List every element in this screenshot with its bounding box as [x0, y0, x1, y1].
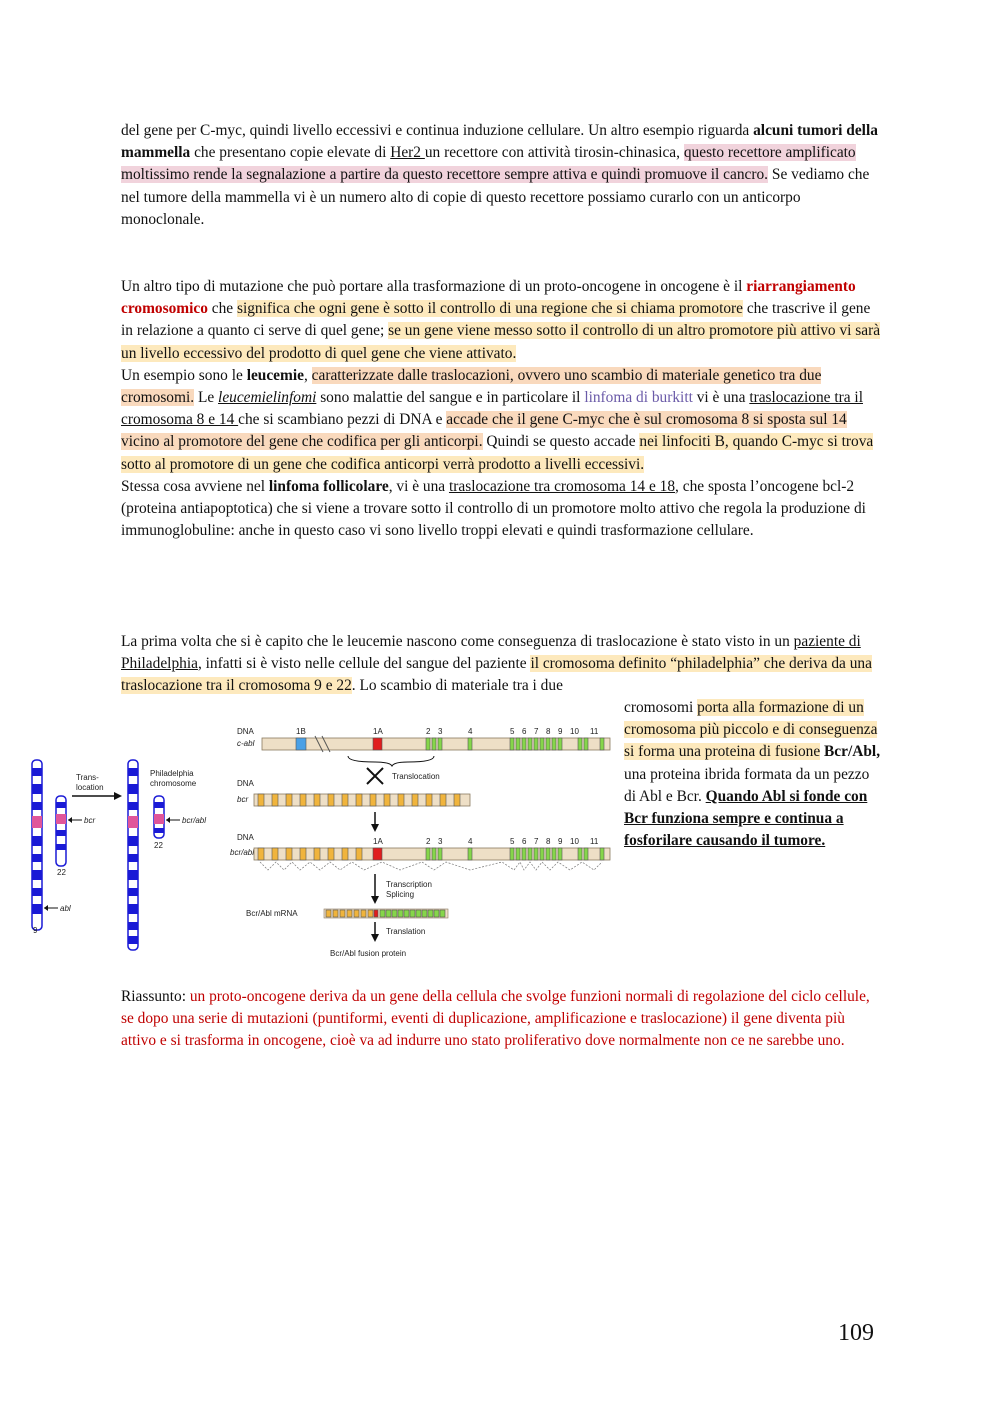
svg-text:1A: 1A: [373, 727, 383, 736]
mrna-segment: [347, 910, 352, 917]
svg-text:abl: abl: [60, 904, 71, 913]
mrna-segment: [386, 910, 391, 917]
exon-label: 5: [510, 837, 515, 846]
exon-segment: [370, 794, 376, 806]
exon-label: 3: [438, 837, 443, 846]
exon-segment: [314, 848, 320, 860]
exon-segment: [546, 848, 550, 860]
exon-segment: [534, 848, 538, 860]
mrna-segment: [361, 910, 366, 917]
exon-segment: [314, 794, 320, 806]
bcr-abl-mrna: [246, 909, 448, 918]
mrna-segment: [392, 910, 397, 917]
exon-segment: [600, 738, 604, 750]
svg-text:DNA: DNA: [237, 833, 254, 842]
svg-text:location: location: [76, 783, 104, 792]
mrna-segment: [422, 910, 427, 917]
summary-paragraph: Riassunto: un proto-oncogene deriva da un gene della cellula che svolge funzioni normali di regolazione del ciclo cellule, se dopo una serie di mutazioni (puntiformi, eventi di duplicazione, amplificazione e traslocazione) il gene diventa più attivo e si trasforma in oncogene, cioè va ad indurre uno stato proliferativo dove normalmente non ce ne sarebbe uno.: [121, 988, 870, 1050]
exon-segment: [510, 738, 514, 750]
svg-text:Transcription: Transcription: [386, 880, 432, 889]
exon-label: 6: [522, 837, 527, 846]
exon-label: 5: [510, 727, 515, 736]
svg-text:Bcr/Abl mRNA: Bcr/Abl mRNA: [246, 909, 298, 918]
svg-text:Trans-: Trans-: [76, 773, 99, 782]
paragraph-philadelphia: La prima volta che si è capito che le leucemie nascono come conseguenza di traslocazione è stato visto in un paziente di Philadelphia, infatti si è visto nelle cellule del sangue del paziente il cromosoma definito “philadelphia” che deriva da una traslocazione tra il cromosoma 9 e 22. Lo scambio di materiale tra i due: [121, 633, 872, 695]
exon-segment: [258, 794, 264, 806]
label-chromosome-22: 22: [57, 868, 66, 877]
exon-segment: [438, 848, 442, 860]
mrna-segment: [380, 910, 385, 917]
mrna-segment: [333, 910, 338, 917]
exon-label: 8: [546, 837, 551, 846]
chromosome-9-normal: [32, 760, 42, 930]
exon-segment: [300, 794, 306, 806]
exon-segment: [426, 794, 432, 806]
exon-segment: [426, 738, 430, 750]
exon-label: 10: [570, 727, 579, 736]
exon-segment: [432, 738, 436, 750]
exon-label: 4: [468, 837, 473, 846]
exon-label: 8: [546, 727, 551, 736]
svg-text:Translocation: Translocation: [392, 772, 440, 781]
exon-segment: [600, 848, 604, 860]
exon-segment: [468, 848, 472, 860]
exon-segment: [468, 738, 472, 750]
chromosome-9-derivative: [128, 760, 138, 950]
svg-text:1B: 1B: [296, 727, 306, 736]
exon-label: 9: [558, 837, 563, 846]
exon-label: 2: [426, 727, 431, 736]
exon-segment: [584, 848, 588, 860]
svg-text:chromosome: chromosome: [150, 779, 197, 788]
exon-segment: [258, 848, 264, 860]
exon-segment: [342, 794, 348, 806]
exon-segment: [578, 738, 582, 750]
exon-segment: [516, 848, 520, 860]
paragraph-fusion-protein: cromosomi porta alla formazione di un cromosoma più piccolo e di conseguenza si forma una proteina di fusione Bcr/Abl, una proteina ibrida formata da un pezzo di Abl e Bcr. Quando Abl si fonde con Bcr funziona sempre e continua a fosforilare causando il tumore.: [624, 699, 881, 850]
exon-segment: [432, 848, 436, 860]
svg-text:Philadelphia: Philadelphia: [150, 769, 194, 778]
exon-label: 9: [558, 727, 563, 736]
exon-segment: [286, 794, 292, 806]
exon-label: 7: [534, 727, 539, 736]
mrna-segment: [340, 910, 345, 917]
exon-segment: [522, 738, 526, 750]
svg-text:Translation: Translation: [386, 927, 426, 936]
exon-segment: [528, 738, 532, 750]
mrna-segment: [404, 910, 409, 917]
philadelphia-translocation-figure: [30, 712, 615, 964]
exon-segment: [440, 794, 446, 806]
exon-segment: [584, 738, 588, 750]
exon-segment: [522, 848, 526, 860]
svg-text:22: 22: [154, 841, 163, 850]
exon-label: 11: [590, 727, 599, 736]
label-chromosome-9: 9: [33, 926, 38, 935]
exon-segment: [528, 848, 532, 860]
chromosome-22-normal: [56, 796, 66, 866]
exon-segment: [398, 794, 404, 806]
mrna-segment: [410, 910, 415, 917]
exon-segment: [384, 794, 390, 806]
exon-label: 4: [468, 727, 473, 736]
exon-label: 3: [438, 727, 443, 736]
svg-text:DNA: DNA: [237, 727, 254, 736]
exon-segment: [272, 848, 278, 860]
exon-label: 7: [534, 837, 539, 846]
mrna-segment: [354, 910, 359, 917]
exon-segment: [328, 848, 334, 860]
exon-segment: [438, 738, 442, 750]
exon-segment: [552, 848, 556, 860]
exon-segment: [272, 794, 278, 806]
mrna-segment: [374, 910, 378, 917]
svg-text:c-abl: c-abl: [237, 739, 255, 748]
svg-text:bcr: bcr: [84, 816, 96, 825]
exon-segment: [558, 848, 562, 860]
exon-segment: [516, 738, 520, 750]
exon-segment: [558, 738, 562, 750]
exon-segment: [454, 794, 460, 806]
exon-segment: [328, 794, 334, 806]
svg-text:bcr/abl: bcr/abl: [182, 816, 207, 825]
exon-segment: [534, 738, 538, 750]
exon-segment: [356, 848, 362, 860]
exon-segment: [412, 794, 418, 806]
mrna-segment: [368, 910, 373, 917]
exon-segment: [540, 848, 544, 860]
mrna-segment: [416, 910, 421, 917]
svg-text:1A: 1A: [373, 837, 383, 846]
paragraph-her2: del gene per C-myc, quindi livello eccessivi e continua induzione cellulare. Un altro esempio riguarda alcuni tumori della mammella che presentano copie elevate di Her2 un recettore con attività tirosin-chinasica, questo recettore amplificato moltissimo rende la segnalazione a partire da questo recettore sempre attiva e quindi promuove il cancro. Se vediamo che nel tumore della mammella vi è un numero alto di copie di questo recettore possiamo curarlo con un anticorpo monoclonale.: [121, 122, 878, 228]
fusion-protein-label: Bcr/Abl fusion protein: [330, 949, 407, 958]
exon-label: 2: [426, 837, 431, 846]
exon-label: 10: [570, 837, 579, 846]
exon-segment: [356, 794, 362, 806]
exon-segment: [510, 848, 514, 860]
exon-segment: [540, 738, 544, 750]
mrna-segment: [398, 910, 403, 917]
paragraph-rearrangement: Un altro tipo di mutazione che può portare alla trasformazione di un proto-oncogene in oncogene è il riarrangiamento cromosomico che significa che ogni gene è sotto il controllo di una regione che si chiama promotore che trascrive il gene in relazione a quanto ci serve di quel gene; se un gene viene messo sotto il controllo di un altro promotore più attivo vi sarà un livello eccessivo del prodotto di quel gene che viene attivato. Un esempio sono le leucemie, caratterizzate dalle traslocazioni, ovvero uno scambio di materiale genetico tra due cromosomi. Le leucemielinfomi sono malattie del sangue e in particolare il linfoma di burkitt vi è una traslocazione tra il cromosoma 8 e 14 che si scambiano pezzi di DNA e accade che il gene C-myc che è sul cromosoma 8 si sposta sul 14 vicino al promotore del gene che codifica per gli anticorpi. Quindi se questo accade nei linfociti B, quando C-myc si trova sotto al promotore di un gene che codifica anticorpi verrà prodotto a livelli eccessivi. Stessa cosa avviene nel linfoma follicolare, vi è una traslocazione tra cromosoma 14 e 18, che sposta l’oncogene bcl-2 (proteina antiapoptotica) che si viene a trovare sotto il controllo di un promotore molto attivo che regola la produzione di immunoglobuline: anche in questo caso vi sono livello troppi elevati e quindi trasformazione cellulare.: [121, 278, 881, 540]
exon-segment: [300, 848, 306, 860]
svg-text:bcr: bcr: [237, 795, 249, 804]
svg-text:DNA: DNA: [237, 779, 254, 788]
mrna-segment: [428, 910, 433, 917]
exon-segment: [552, 738, 556, 750]
exon-segment: [578, 848, 582, 860]
summary-label: Riassunto:: [121, 988, 190, 1005]
exon-segment: [342, 848, 348, 860]
exon-segment: [546, 738, 550, 750]
mrna-segment: [326, 910, 331, 917]
exon-segment: [286, 848, 292, 860]
mrna-segment: [440, 910, 445, 917]
mrna-segment: [434, 910, 439, 917]
page-number: 109: [838, 1320, 874, 1346]
exon-segment: [426, 848, 430, 860]
svg-text:Splicing: Splicing: [386, 890, 415, 899]
exon-label: 11: [590, 837, 599, 846]
svg-text:bcr/abl: bcr/abl: [230, 848, 255, 857]
exon-label: 6: [522, 727, 527, 736]
